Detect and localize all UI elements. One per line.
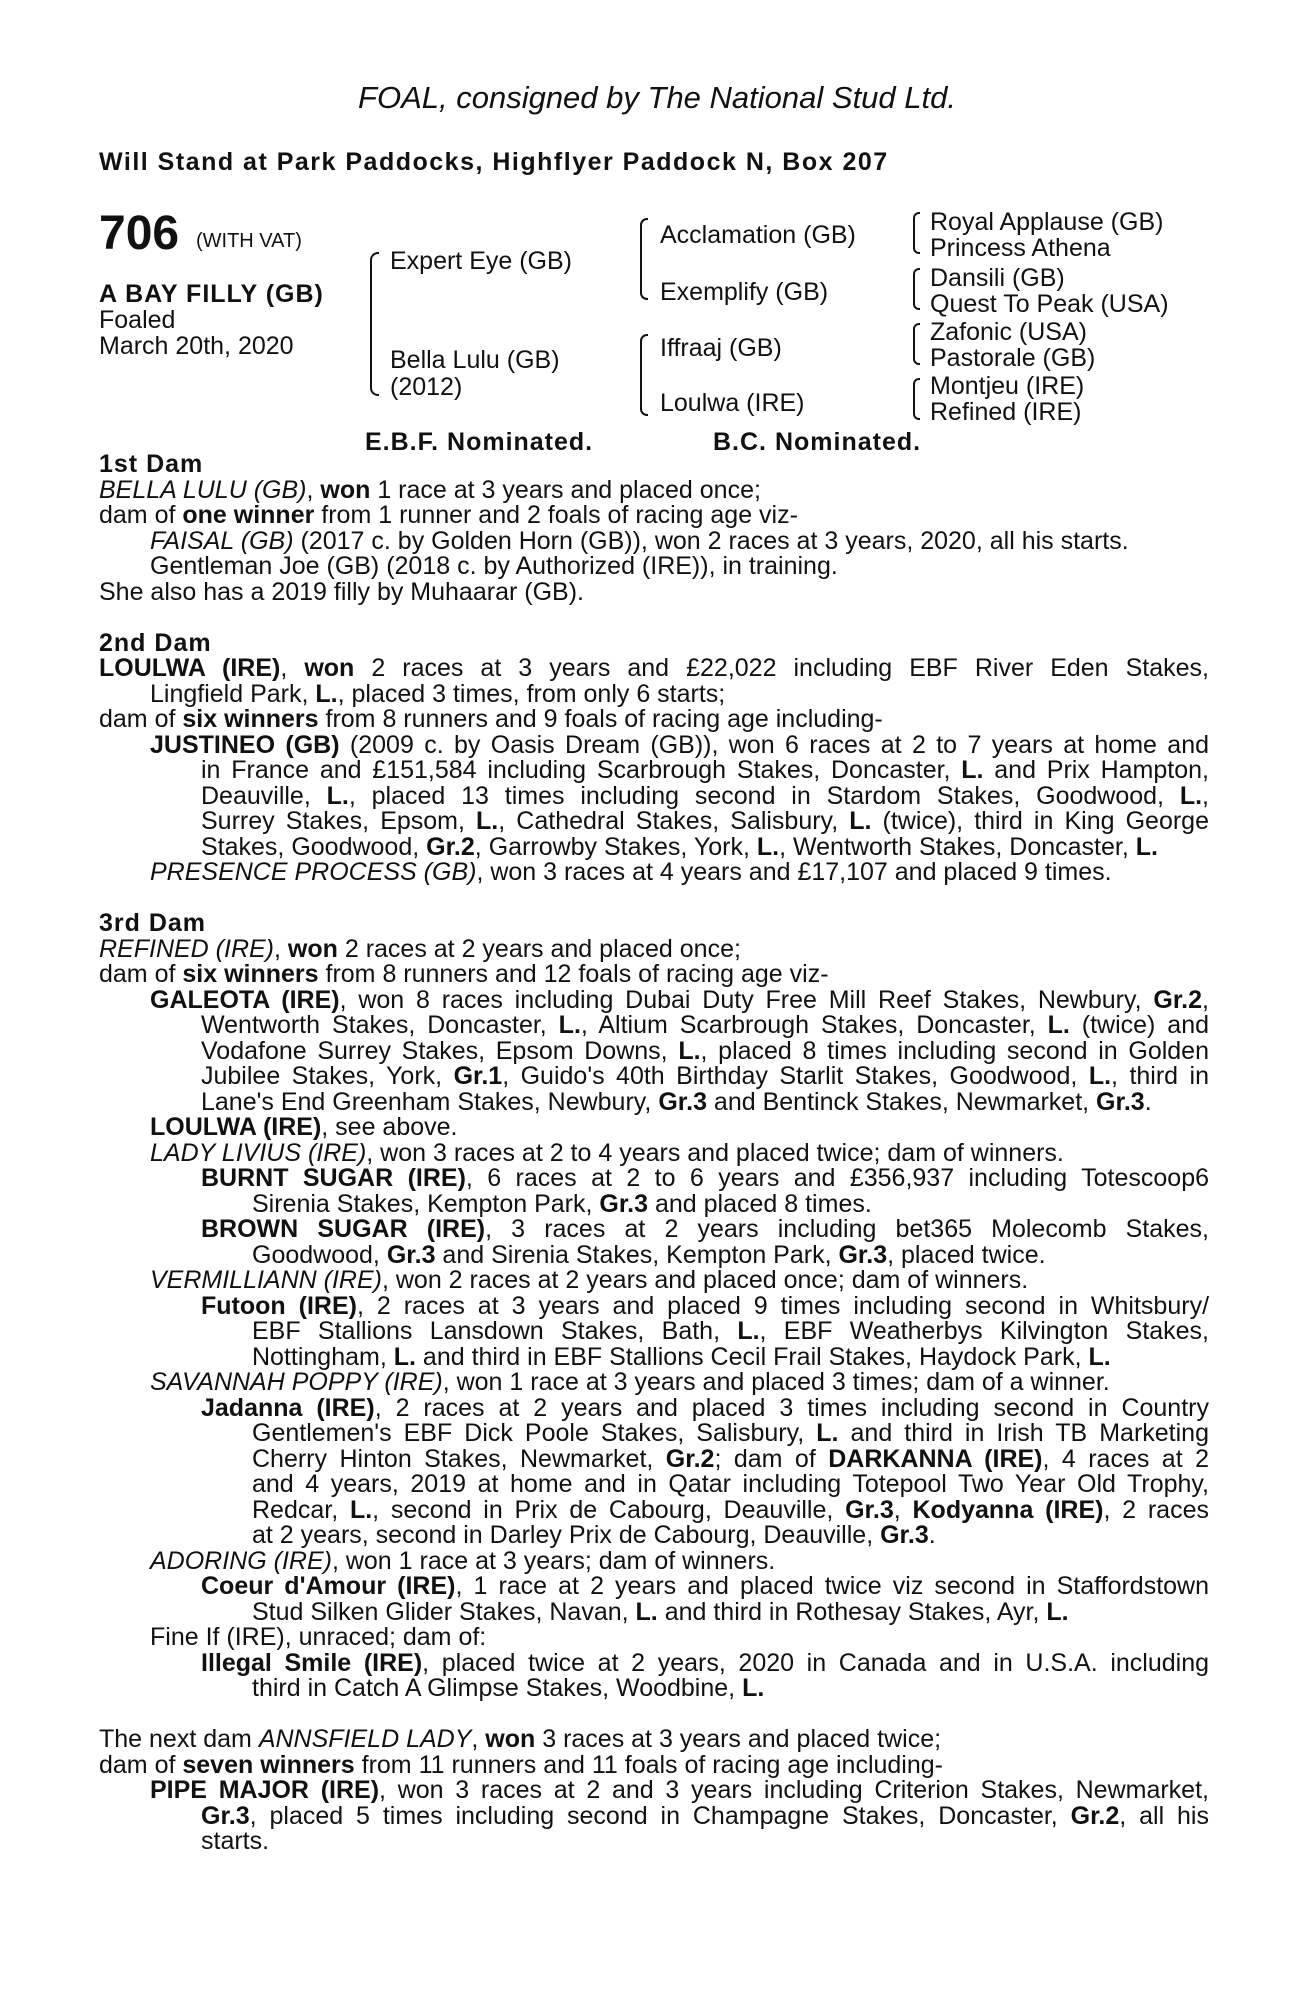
gg-dam-dam-sire: Montjeu (IRE) (930, 372, 1085, 400)
first-dam-line: She also has a 2019 filly by Muhaarar (GB). (99, 577, 584, 606)
first-dam-line: dam of one winner from 1 runner and 2 foals of racing age viz- (99, 501, 798, 529)
third-dam-line: Futoon (IRE), 2 races at 3 years and placed 9 times including second in Whitsbury/ (201, 1291, 1210, 1320)
third-dam-line: Fine If (IRE), unraced; dam of: (150, 1623, 487, 1651)
third-dam-line: third in Catch A Glimpse Stakes, Woodbine, L. (252, 1674, 765, 1702)
foaling-date: March 20th, 2020 (99, 332, 294, 360)
second-dam-line: JUSTINEO (GB) (2009 c. by Oasis Dream (GB)), won 6 races at 2 to 7 years at home and (150, 730, 1210, 759)
next-dam-line: The next dam ANNSFIELD LADY, won 3 races at 3 years and placed twice; (99, 1725, 942, 1753)
dam-sire: Iffraaj (GB) (660, 334, 782, 362)
gg-sire-sire-dam: Princess Athena (930, 234, 1111, 262)
pedigree-brace (640, 334, 648, 416)
second-dam-line: dam of six winners from 8 runners and 9 foals of racing age including- (99, 705, 883, 733)
pedigree-brace (370, 252, 379, 396)
third-dam-line: Coeur d'Amour (IRE), 1 race at 2 years and placed twice viz second in Staffordstown (201, 1572, 1210, 1600)
lot-number: 706 (99, 207, 180, 260)
first-dam-line: Gentleman Joe (GB) (2018 c. by Authorized (IRE)), in training. (150, 552, 838, 580)
second-dam-line: in France and £151,584 including Scarbrough Stakes, Doncaster, L. and Prix Hampton, (201, 756, 1209, 784)
third-dam-line: BROWN SUGAR (IRE), 3 races at 2 years including bet365 Molecomb Stakes, (201, 1215, 1209, 1243)
third-dam-line: SAVANNAH POPPY (IRE), won 1 race at 3 years and placed 3 times; dam of a winner. (150, 1368, 1110, 1396)
pedigree-brace (913, 378, 920, 420)
lot-description: A BAY FILLY (GB) (99, 280, 324, 308)
dam: Bella Lulu (GB) (390, 346, 560, 374)
next-dam-line: starts. (201, 1827, 270, 1855)
third-dam-line: and 4 years, 2019 at home and in Qatar including Totepool Two Year Old Trophy, (252, 1470, 1209, 1498)
third-dam-line: Cherry Hinton Stakes, Newmarket, Gr.2; dam of DARKANNA (IRE), 4 races at 2 (252, 1444, 1210, 1473)
third-dam-line: Nottingham, L. and third in EBF Stallions Cecil Frail Stakes, Haydock Park, L. (252, 1342, 1111, 1371)
third-dam-line: EBF Stallions Lansdown Stakes, Bath, L., EBF Weatherbys Kilvington Stakes, (252, 1317, 1209, 1345)
third-dam-line: Jubilee Stakes, York, Gr.1, Guido's 40th Birthday Starlit Stakes, Goodwood, L., third in (201, 1062, 1209, 1090)
pedigree-brace (913, 212, 920, 254)
gg-dam-sire-sire: Zafonic (USA) (930, 318, 1087, 346)
foaled-label: Foaled (99, 306, 176, 334)
pedigree-brace (913, 268, 920, 310)
dam-year: (2012) (390, 373, 463, 401)
dam-details (99, 452, 1209, 1855)
pedigree-brace (640, 218, 648, 300)
second-dam-line: Lingfield Park, L., placed 3 times, from only 6 starts; (150, 679, 726, 708)
second-dam-line: LOULWA (IRE), won 2 races at 3 years and £22,022 including EBF River Eden Stakes, (99, 654, 1209, 682)
first-dam-line: BELLA LULU (GB), won 1 race at 3 years and placed once; (99, 475, 761, 504)
second-dam-line: Deauville, L., placed 13 times including second in Stardom Stakes, Goodwood, L., (201, 781, 1209, 810)
third-dam-line: Illegal Smile (IRE), placed twice at 2 years, 2020 in Canada and in U.S.A. including (201, 1648, 1209, 1677)
third-dam-line: BURNT SUGAR (IRE), 6 races at 2 to 6 years and £356,937 including Totescoop6 (201, 1164, 1209, 1192)
gg-sire-dam-sire: Dansili (GB) (930, 264, 1065, 292)
vat-label: (WITH VAT) (196, 230, 302, 252)
third-dam-line: Gentlemen's EBF Dick Poole Stakes, Salisbury, L. and third in Irish TB Marketing (252, 1419, 1209, 1447)
stand-location: Will Stand at Park Paddocks, Highflyer Paddock N, Box 207 (99, 148, 889, 176)
third-dam-line: Stud Silken Glider Stakes, Navan, L. and third in Rothesay Stakes, Ayr, L. (252, 1597, 1069, 1626)
bc-nominated: B.C. Nominated. (713, 428, 922, 456)
third-dam-line: Lane's End Greenham Stakes, Newbury, Gr.3 and Bentinck Stakes, Newmarket, Gr.3. (201, 1087, 1152, 1116)
third-dam-heading: 3rd Dam (99, 909, 207, 937)
third-dam-line: VERMILLIANN (IRE), won 2 races at 2 years and placed once; dam of winners. (150, 1266, 1029, 1294)
gg-sire-sire-sire: Royal Applause (GB) (930, 208, 1164, 236)
gg-dam-dam-dam: Refined (IRE) (930, 398, 1082, 426)
third-dam-line: Goodwood, Gr.3 and Sirenia Stakes, Kempton Park, Gr.3, placed twice. (252, 1240, 1046, 1269)
pedigree-brace (913, 323, 920, 365)
ebf-nominated: E.B.F. Nominated. (365, 428, 594, 456)
next-dam-line: Gr.3, placed 5 times including second in Champagne Stakes, Doncaster, Gr.2, all his (201, 1801, 1209, 1830)
sire: Expert Eye (GB) (390, 247, 572, 275)
consignor-title: FOAL, consigned by The National Stud Ltd. (358, 80, 956, 115)
third-dam-line: dam of six winners from 8 runners and 12 foals of racing age viz- (99, 960, 829, 988)
third-dam-line: ADORING (IRE), won 1 race at 3 years; dam of winners. (150, 1546, 776, 1575)
dam-dam: Loulwa (IRE) (660, 389, 805, 417)
third-dam-line: REFINED (IRE), won 2 races at 2 years and placed once; (99, 934, 741, 963)
third-dam-line: GALEOTA (IRE), won 8 races including Dubai Duty Free Mill Reef Stakes, Newbury, Gr.2, (150, 985, 1209, 1014)
third-dam-line: Redcar, L., second in Prix de Cabourg, Deauville, Gr.3, Kodyanna (IRE), 2 races (252, 1495, 1209, 1524)
third-dam-line: LADY LIVIUS (IRE), won 3 races at 2 to 4 years and placed twice; dam of winners. (150, 1138, 1064, 1167)
first-dam-line: FAISAL (GB) (2017 c. by Golden Horn (GB)), won 2 races at 3 years, 2020, all his starts. (150, 526, 1129, 555)
first-dam-heading: 1st Dam (99, 450, 204, 478)
third-dam-line: at 2 years, second in Darley Prix de Cabourg, Deauville, Gr.3. (252, 1521, 936, 1549)
sire-dam: Exemplify (GB) (660, 278, 829, 306)
third-dam-line: Sirenia Stakes, Kempton Park, Gr.3 and placed 8 times. (252, 1189, 872, 1218)
second-dam-heading: 2nd Dam (99, 628, 212, 657)
second-dam-line: Stakes, Goodwood, Gr.2, Garrowby Stakes, York, L., Wentworth Stakes, Doncaster, L. (201, 832, 1158, 861)
next-dam-line: dam of seven winners from 11 runners and 11 foals of racing age including- (99, 1750, 943, 1779)
third-dam-line: Vodafone Surrey Stakes, Epsom Downs, L., placed 8 times including second in Golden (201, 1036, 1209, 1065)
second-dam-line: PRESENCE PROCESS (GB), won 3 races at 4 years and £17,107 and placed 9 times. (150, 858, 1112, 886)
gg-dam-sire-dam: Pastorale (GB) (930, 344, 1096, 372)
third-dam-line: Wentworth Stakes, Doncaster, L., Altium Scarbrough Stakes, Doncaster, L. (twice) and (201, 1011, 1209, 1039)
second-dam-line: Surrey Stakes, Epsom, L., Cathedral Stakes, Salisbury, L. (twice), third in King George (201, 807, 1209, 835)
third-dam-line: LOULWA (IRE), see above. (150, 1113, 458, 1141)
third-dam-line: Jadanna (IRE), 2 races at 2 years and placed 3 times including second in Country (201, 1393, 1209, 1422)
next-dam-line: PIPE MAJOR (IRE), won 3 races at 2 and 3 years including Criterion Stakes, Newmarket, (150, 1776, 1209, 1804)
gg-sire-dam-dam: Quest To Peak (USA) (930, 290, 1169, 318)
sire-sire: Acclamation (GB) (660, 221, 856, 249)
